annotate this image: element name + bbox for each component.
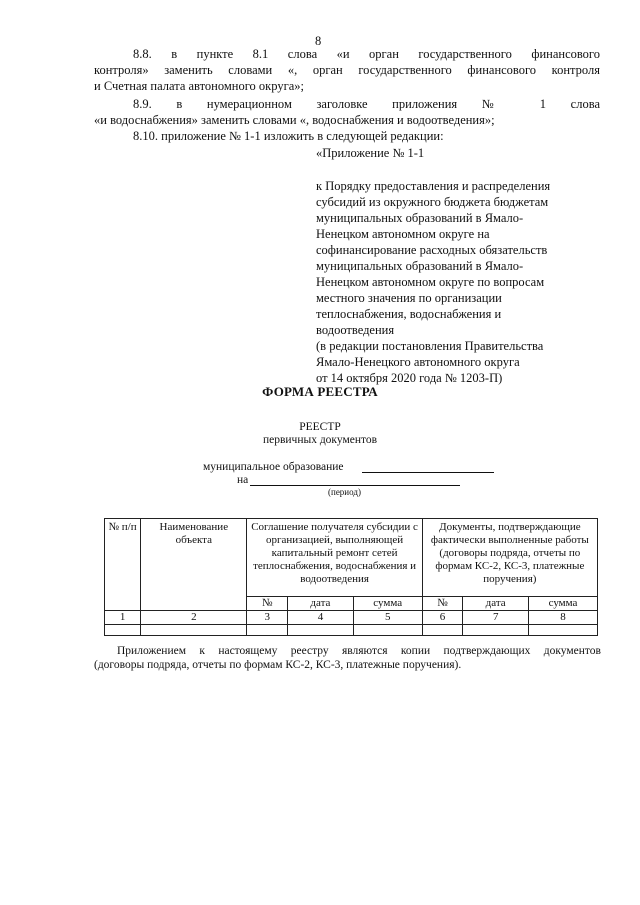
column-number: 7 bbox=[463, 611, 529, 625]
footer-note-line-1: Приложением к настоящему реестру являются копии подтверждающих документов bbox=[117, 645, 601, 657]
form-title: ФОРМА РЕЕСТРА bbox=[262, 384, 378, 399]
amendment-8-9-line-1: 8.9. в нумерационном заголовке приложения № 1 слова bbox=[133, 97, 600, 111]
column-number: 4 bbox=[288, 611, 354, 625]
appendix-line: муниципальных образований в Ямало- bbox=[316, 211, 524, 225]
amendment-8-10: 8.10. приложение № 1-1 изложить в следующей редакции: bbox=[133, 129, 444, 143]
registry-title: РЕЕСТР bbox=[299, 421, 341, 433]
appendix-line: водоотведения bbox=[316, 323, 395, 337]
appendix-line: субсидий из окружного бюджета бюджетам bbox=[316, 195, 549, 209]
appendix-header-block bbox=[316, 178, 550, 386]
period-hint: (период) bbox=[328, 487, 361, 497]
subheader-documents-sum: сумма bbox=[528, 597, 597, 611]
amendment-8-8-line-3: и Счетная палата автономного округа»; bbox=[94, 79, 304, 93]
column-number: 5 bbox=[353, 611, 422, 625]
subheader-documents-date: дата bbox=[463, 597, 529, 611]
amendment-8-8-line-1: 8.8. в пункте 8.1 слова «и орган государственного финансового bbox=[133, 47, 600, 61]
appendix-line: Ненецком автономном округе по вопросам bbox=[316, 275, 545, 289]
registry-table bbox=[104, 518, 598, 636]
appendix-line: теплоснабжения, водоснабжения и bbox=[316, 307, 502, 321]
appendix-line: к Порядку предоставления и распределения bbox=[316, 179, 551, 193]
period-on-label: на bbox=[237, 474, 249, 486]
header-col-number: № п/п bbox=[105, 519, 141, 611]
table-column-numbers-row bbox=[105, 611, 598, 625]
appendix-line: Ненецком автономном округе на bbox=[316, 227, 490, 241]
column-number: 1 bbox=[105, 611, 141, 625]
page-number: 8 bbox=[315, 34, 322, 48]
column-number: 8 bbox=[528, 611, 597, 625]
municipality-blank-line bbox=[362, 472, 494, 473]
subheader-agreement-date: дата bbox=[288, 597, 354, 611]
subheader-agreement-sum: сумма bbox=[353, 597, 422, 611]
amendment-8-8-line-2: контроля» заменить словами «, орган государственного финансового контроля bbox=[94, 63, 600, 77]
column-number: 3 bbox=[247, 611, 288, 625]
registry-subtitle: первичных документов bbox=[262, 434, 378, 446]
column-number: 2 bbox=[141, 611, 247, 625]
appendix-line: муниципальных образований в Ямало- bbox=[316, 259, 524, 273]
header-col-object-name: Наименование объекта bbox=[141, 519, 247, 611]
footer-note-line-2: (договоры подряда, отчеты по формам КС-2, КС-3, платежные поручения). bbox=[94, 659, 462, 671]
table-header-row bbox=[105, 519, 598, 597]
header-col-documents: Документы, подтверждающие фактически выполненные работы (договоры подряда, отчеты по формам КС-2, КС-3, платежные поручения) bbox=[422, 519, 597, 597]
municipality-label: муниципальное образование bbox=[203, 461, 344, 473]
appendix-line: софинансирование расходных обязательств bbox=[316, 243, 548, 257]
header-col-agreement: Соглашение получателя субсидии с организацией, выполняющей капитальный ремонт сетей теплоснабжения, водоснабжения и водоотведения bbox=[247, 519, 422, 597]
column-number: 6 bbox=[422, 611, 463, 625]
amendment-8-9-line-2: «и водоснабжения» заменить словами «, водоснабжения и водоотведения»; bbox=[94, 113, 495, 127]
appendix-line: местного значения по организации bbox=[316, 291, 502, 305]
appendix-line: Ямало-Ненецкого автономного округа bbox=[316, 355, 520, 369]
subheader-documents-number: № bbox=[422, 597, 463, 611]
appendix-title: «Приложение № 1-1 bbox=[316, 146, 425, 160]
appendix-line: (в редакции постановления Правительства bbox=[316, 339, 544, 353]
table-empty-row bbox=[105, 625, 598, 636]
period-blank-line bbox=[250, 485, 460, 486]
appendix-line: от 14 октября 2020 года № 1203-П) bbox=[316, 371, 503, 385]
subheader-agreement-number: № bbox=[247, 597, 288, 611]
